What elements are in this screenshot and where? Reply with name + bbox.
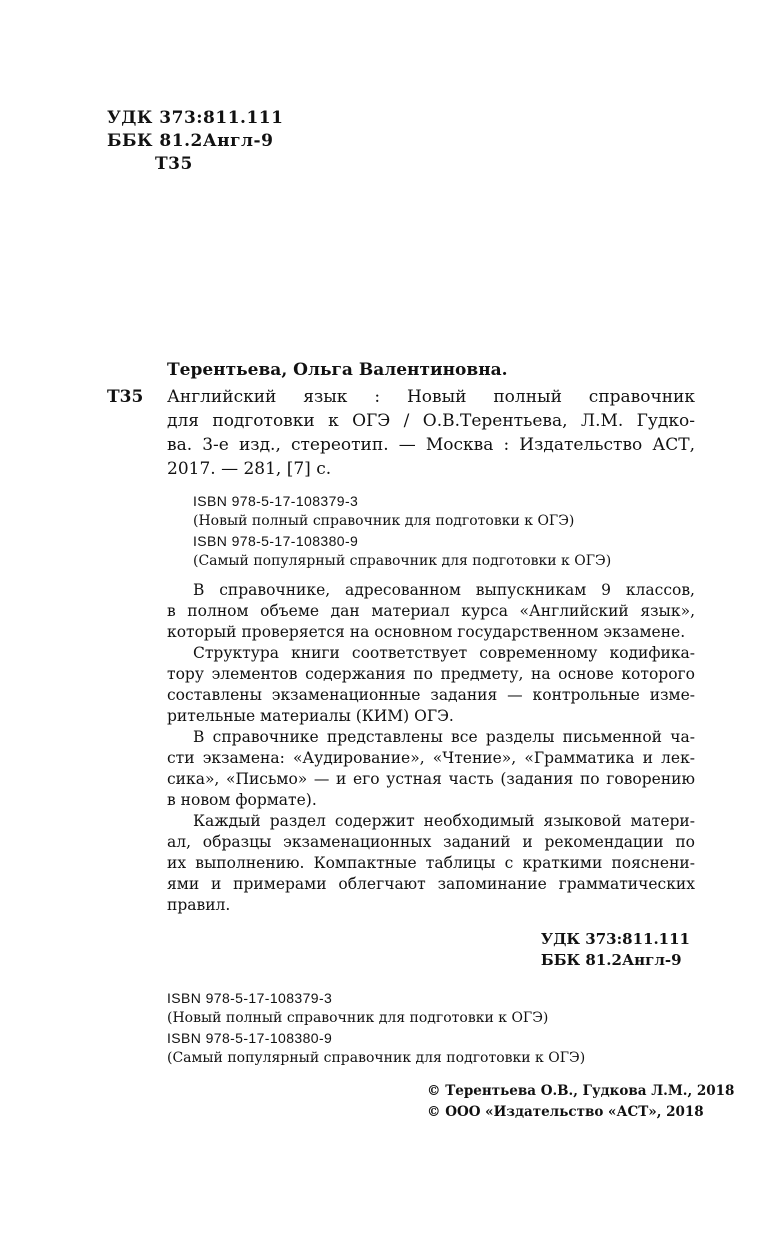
card-udk-code: УДК 373:811.111 <box>540 930 690 948</box>
annotation-line: В справочнике, адресованном выпускникам 9 классов, <box>193 581 695 599</box>
card-description-line: 2017. — 281, [7] с. <box>167 459 332 479</box>
annotation-line: сика», «Письмо» — и его устная часть (задания по говорению <box>167 770 695 788</box>
copyright-authors: © Терентьева О.В., Гудкова Л.М., 2018 <box>427 1083 735 1099</box>
card-isbn-note: (Самый популярный справочник для подготовки к ОГЭ) <box>193 553 612 569</box>
author-cutter-code: Т35 <box>155 154 193 174</box>
card-author: Терентьева, Ольга Валентиновна. <box>167 360 508 380</box>
annotation-line: составлены экзаменационные задания — контрольные изме- <box>167 686 695 704</box>
card-classification <box>541 930 690 969</box>
isbn-line: ISBN 978-5-17-108379-3 <box>167 990 333 1006</box>
annotation-line: правил. <box>167 896 231 914</box>
card-description-line: Английский язык : Новый полный справочник <box>167 387 695 407</box>
card-cutter: Т35 <box>107 387 144 407</box>
card-description-line: для подготовки к ОГЭ / О.В.Терентьева, Л.М. Гудко- <box>167 411 695 431</box>
card-description-line: ва. 3-е изд., стереотип. — Москва : Издательство АСТ, <box>167 435 695 455</box>
annotation-line: ями и примерами облегчают запоминание грамматических <box>167 875 695 893</box>
isbn-note: (Новый полный справочник для подготовки к ОГЭ) <box>167 1010 549 1026</box>
annotation-line: В справочнике представлены все разделы письменной ча- <box>193 728 695 746</box>
isbn-line: ISBN 978-5-17-108380-9 <box>167 1030 333 1046</box>
annotation-line: в полном объеме дан материал курса «Английский язык», <box>167 602 695 620</box>
card-bbk-code: ББК 81.2Англ-9 <box>540 951 682 969</box>
annotation-line: Структура книги соответствует современному кодифика- <box>193 644 695 662</box>
bbk-code: ББК 81.2Англ-9 <box>107 131 274 151</box>
annotation-line: который проверяется на основном государственном экзамене. <box>167 623 686 641</box>
card-isbn-note: (Новый полный справочник для подготовки к ОГЭ) <box>193 513 575 529</box>
card-isbn-line: ISBN 978-5-17-108380-9 <box>193 533 359 549</box>
annotation-line: тору элементов содержания по предмету, на основе которого <box>167 665 695 683</box>
card-isbn-line: ISBN 978-5-17-108379-3 <box>193 493 359 509</box>
annotation-line: рительные материалы (КИМ) ОГЭ. <box>167 707 454 725</box>
annotation-line: в новом формате). <box>167 791 317 809</box>
udk-code: УДК 373:811.111 <box>107 108 284 128</box>
isbn-note: (Самый популярный справочник для подготовки к ОГЭ) <box>167 1050 586 1066</box>
annotation-line: их выполнению. Компактные таблицы с краткими пояснени- <box>167 854 695 872</box>
copyright-publisher: © ООО «Издательство «АСТ», 2018 <box>427 1104 704 1120</box>
annotation-line: ал, образцы экзаменационных заданий и рекомендации по <box>167 833 695 851</box>
annotation-line: Каждый раздел содержит необходимый языковой матери- <box>193 812 695 830</box>
annotation-line: сти экзамена: «Аудирование», «Чтение», «Грамматика и лек- <box>167 749 695 767</box>
